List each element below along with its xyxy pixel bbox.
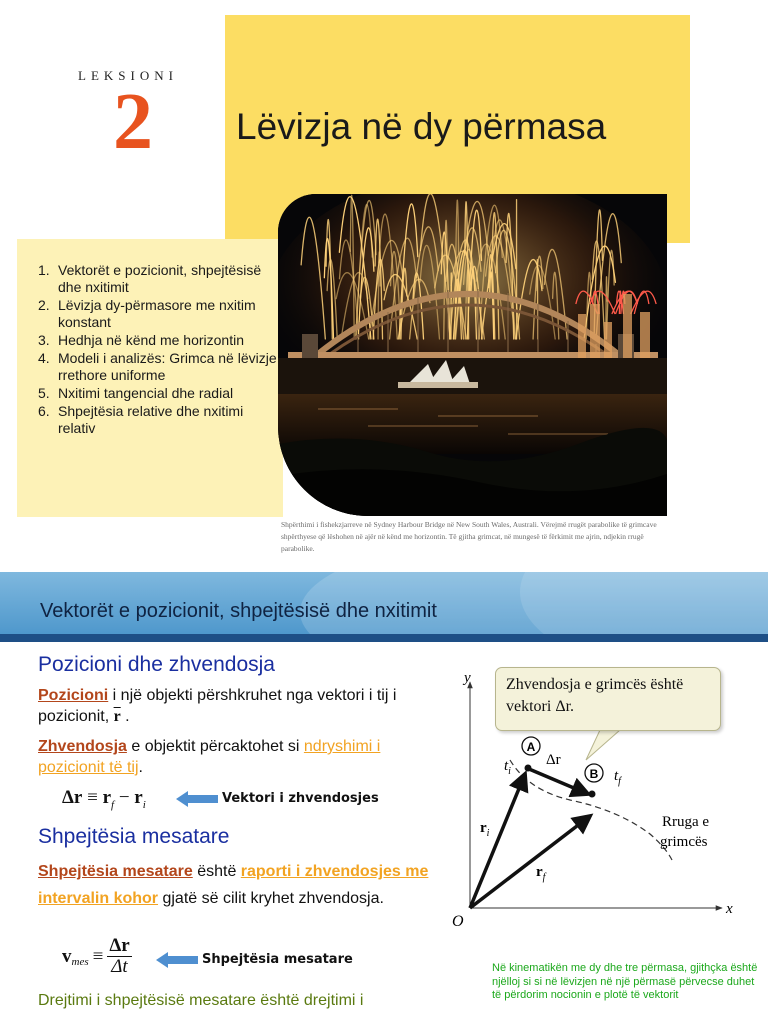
toc-item-number: 5. <box>38 385 50 401</box>
toc-item <box>38 297 278 331</box>
position-end: . <box>120 708 130 725</box>
tf-label: $t_f$ <box>614 768 621 787</box>
callout-pointer <box>586 730 620 760</box>
toc-item-number: 4. <box>38 350 50 366</box>
toc-item <box>38 403 278 437</box>
toc-item-text: Vektorët e pozicionit, shpejtësisë dhe nxitimit <box>58 262 262 295</box>
velocity-heading: Shpejtësia mesatare <box>38 825 230 848</box>
eq-equiv: ≡ <box>87 787 98 808</box>
eq-ri-sub: i <box>142 798 146 811</box>
slide-title: Vektorët e pozicionit, shpejtësisë dhe nxitimit <box>40 600 437 622</box>
ti-label: $t_i$ <box>504 758 511 777</box>
displacement-end: . <box>138 759 143 776</box>
displacement-callout: Zhvendosja e grimcës është vektori Δr. <box>495 667 721 731</box>
toc-item-number: 2. <box>38 297 50 313</box>
eq-v: v <box>62 945 72 967</box>
arrow-left-icon <box>156 952 198 968</box>
eq-minus: − <box>118 787 130 808</box>
fireworks-photo <box>278 194 667 516</box>
toc-item-number: 1. <box>38 262 50 278</box>
toc-item-text: Shpejtësia relative dhe nxitimi relativ <box>58 403 244 436</box>
keyword-average-velocity: Shpejtësia mesatare <box>38 863 193 880</box>
kinematics-note: Në kinematikën me dy dhe tre përmasa, gjithçka është njëlloj si si në lëvizjen në një përmasë përvecse duhet të përdorim nocionin e plotë të vektorit <box>492 962 758 1001</box>
eq2-numerator: Δr <box>109 935 130 956</box>
x-axis-label: x <box>726 901 733 917</box>
toc-item-number: 3. <box>38 332 50 348</box>
keyword-position-change: ndryshimi i pozicionit të tij <box>38 738 381 776</box>
displacement-text: e objektit përcaktohet si <box>126 738 304 755</box>
arrow-left-icon <box>176 791 218 807</box>
toc-list <box>38 262 278 438</box>
toc-item <box>38 385 278 402</box>
delta-r-vector <box>529 769 588 794</box>
eq-delta-r: Δr <box>62 787 83 808</box>
origin-label: O <box>452 913 464 930</box>
point-a-dot <box>525 765 532 772</box>
toc-item <box>38 332 278 349</box>
toc-item-number: 6. <box>38 403 50 419</box>
average-velocity-note: Shpejtësia mesatare <box>202 952 353 967</box>
y-axis-label: y <box>464 670 471 686</box>
path-label-line2: grimcës <box>660 834 708 850</box>
velocity-text-end: gjatë së cilit kryhet zhvendosja. <box>158 890 384 907</box>
ri-label: $r_i$ <box>480 820 490 839</box>
eq2-denominator: Δt <box>111 956 128 977</box>
point-b-dot <box>589 791 596 798</box>
toc-item <box>38 262 278 296</box>
position-paragraph <box>38 685 448 727</box>
header-sheen <box>520 572 768 634</box>
direction-text: Drejtimi i shpejtësisë mesatare është drejtimi i <box>38 992 364 1009</box>
rf-label: $r_f$ <box>536 864 546 883</box>
eq2-fraction <box>107 936 131 977</box>
delta-r-label: Δr <box>546 752 561 768</box>
lesson-label: LEKSIONI <box>78 68 178 83</box>
position-heading: Pozicioni dhe zhvendosja <box>38 653 275 676</box>
keyword-ratio: raporti i zhvendosjes me intervalin kohor <box>38 863 429 907</box>
velocity-paragraph <box>38 858 444 912</box>
keyword-displacement: Zhvendosja <box>38 738 127 755</box>
eq2-equiv: ≡ <box>92 945 104 967</box>
velocity-text: është <box>192 863 241 880</box>
toc-item-text: Lëvizja dy-përmasore me nxitim konstant <box>58 297 256 330</box>
toc-item-text: Hedhja në kënd me horizontin <box>58 332 245 348</box>
header-rule <box>0 634 768 642</box>
toc-item <box>38 350 278 384</box>
displacement-paragraph <box>38 736 448 778</box>
slide-header-band <box>0 572 768 634</box>
fireworks-illustration <box>278 194 667 516</box>
photo-caption: Shpërthimi i fishekzjarreve në Sydney Harbour Bridge në New South Wales, Australi. Vërejmë rrugët parabolike të grimcave shpërthyese që lëshohen në ajër në kënd me horizontin. Të gjitha grimcat, në mungesë të fërkimit me ajrin, ndjekin rrugë parabolike. <box>281 520 657 553</box>
lesson-number: 2 <box>113 78 153 166</box>
eq-ri: r <box>134 787 143 808</box>
position-text: i një objekti përshkruhet nga vektori i tij i pozicionit, <box>38 687 397 725</box>
keyword-position: Pozicioni <box>38 687 109 704</box>
velocity-equation <box>62 936 132 977</box>
eq-rf-sub: f <box>111 798 115 811</box>
position-vectors-slide <box>0 572 768 1024</box>
lesson-title: Lëvizja në dy përmasa <box>236 106 607 147</box>
displacement-vector-note: Vektori i zhvendosjes <box>222 791 379 806</box>
eq-v-sub: mes <box>71 955 89 968</box>
path-label-line1: Rruga e <box>662 814 710 830</box>
displacement-equation <box>62 787 146 811</box>
point-a-label: A <box>526 740 536 754</box>
r-vector-symbol: $\overline{r}$ <box>113 708 121 725</box>
point-b-label: B <box>589 767 599 781</box>
eq-rf: r <box>102 787 112 808</box>
toc-item-text: Modeli i analizës: Grimca në lëvizje rrethore uniforme <box>58 350 277 383</box>
toc-item-text: Nxitimi tangencial dhe radial <box>58 385 234 401</box>
